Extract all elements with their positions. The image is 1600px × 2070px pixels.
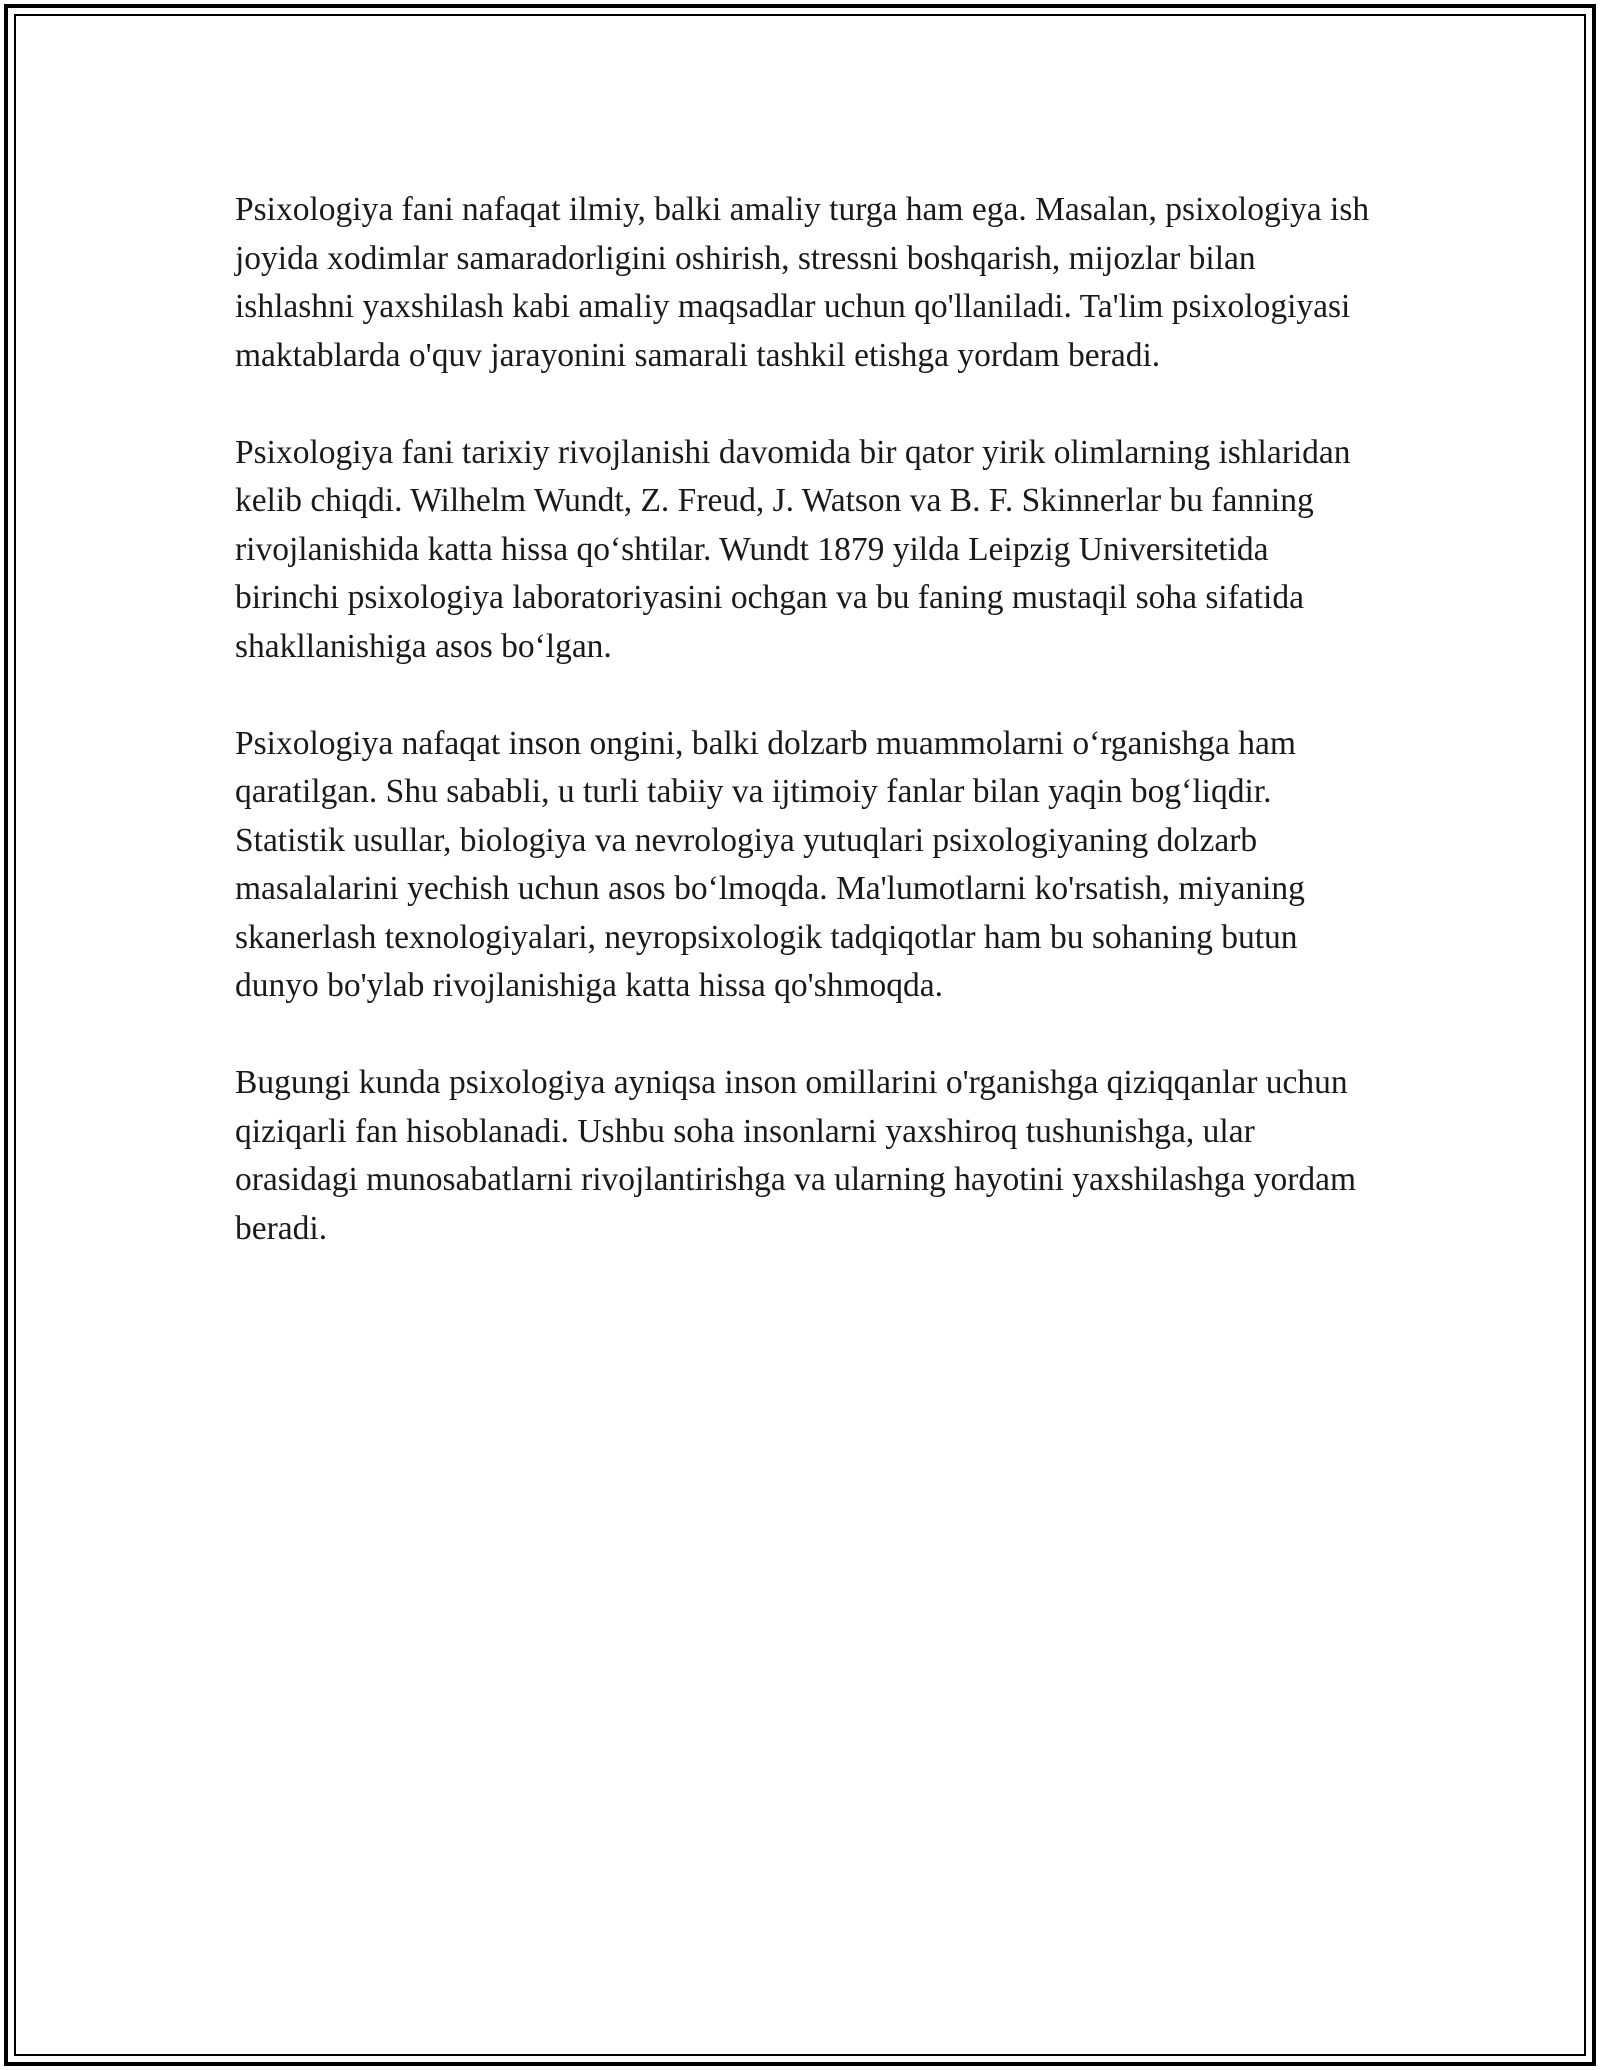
paragraph-2: Psixologiya fani tarixiy rivojlanishi davomida bir qator yirik olimlarning ishlaridan kelib chiqdi. Wilhelm Wundt, Z. Freud, J. Watson va B. F. Skinnerlar bu fanning rivojlanishida katta hissa qo‘shtilar. Wundt 1879 yilda Leipzig Universitetida birinchi psixologiya laboratoriyasini ochgan va bu faning mustaqil soha sifatida shakllanishiga asos bo‘lgan. bbox=[235, 433, 1351, 665]
paragraph-1: Psixologiya fani nafaqat ilmiy, balki amaliy turga ham ega. Masalan, psixologiya ish joyida xodimlar samaradorligini oshirish, stressni boshqarish, mijozlar bilan ishlashni yaxshilash kabi amaliy maqsadlar uchun qo'llaniladi. Ta'lim psixologiyasi maktablarda o'quv jarayonini samarali tashkil etishga yordam beradi. bbox=[235, 191, 1370, 374]
paragraph-4: Bugungi kunda psixologiya ayniqsa inson omillarini o'rganishga qiziqqanlar uchun qiziqarli fan hisoblanadi. Ushbu soha insonlarni yaxshiroq tushunishga, ular orasidagi munosabatlarni rivojlantirishga va ularning hayotini yaxshilashga yordam beradi. bbox=[235, 1064, 1357, 1247]
paragraph-3: Psixologiya nafaqat inson ongini, balki dolzarb muammolarni o‘rganishga ham qaratilgan. Shu sababli, u turli tabiiy va ijtimoiy fanlar bilan yaqin bog‘liqdir. Statistik usullar, biologiya va nevrologiya yutuqlari psixologiyaning dolzarb masalalarini yechish uchun asos bo‘lmoqda. Ma'lumotlarni ko'rsatish, miyaning skanerlash texnologiyalari, neyropsixologik tadqiqotlar ham bu sohaning butun dunyo bo'ylab rivojlanishiga katta hissa qo'shmoqda. bbox=[235, 724, 1305, 1004]
document-body bbox=[235, 186, 1375, 1253]
